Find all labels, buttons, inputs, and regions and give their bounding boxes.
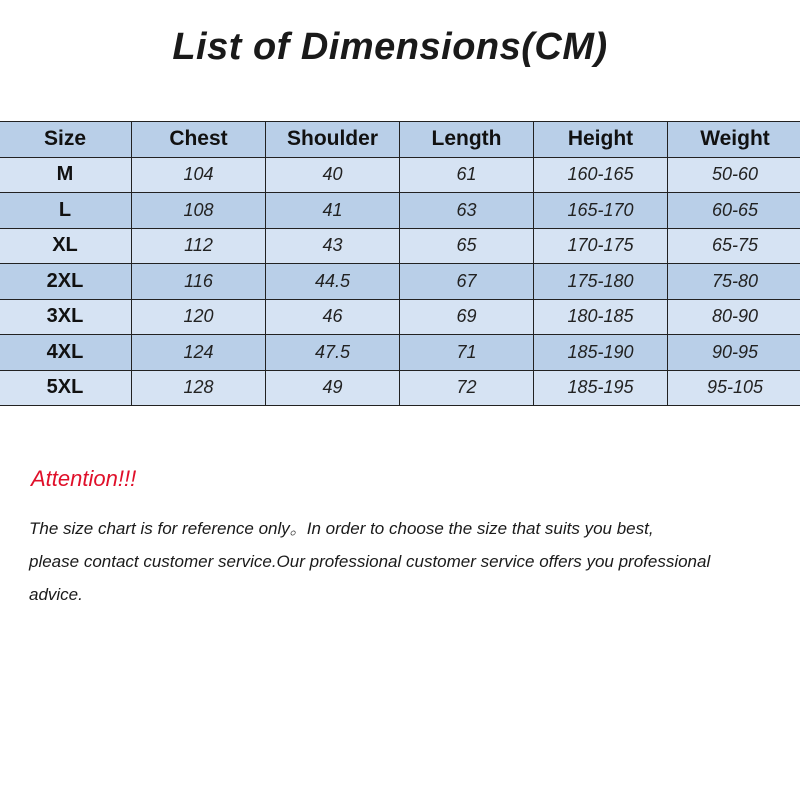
- cell-weight: 90-95: [668, 335, 800, 371]
- table-row: [0, 370, 800, 406]
- note-line-1: The size chart is for reference only。In order to choose the size that suits you best,: [29, 519, 654, 538]
- cell-chest: 120: [132, 299, 266, 335]
- cell-shoulder: 44.5: [266, 264, 400, 300]
- table-body: [0, 157, 800, 406]
- cell-size: 3XL: [0, 299, 132, 335]
- cell-chest: 124: [132, 335, 266, 371]
- cell-size: L: [0, 193, 132, 229]
- note-line-3: advice.: [29, 585, 83, 604]
- header-shoulder: Shoulder: [266, 122, 400, 158]
- cell-size: 5XL: [0, 370, 132, 406]
- cell-height: 175-180: [534, 264, 668, 300]
- table-row: [0, 335, 800, 371]
- cell-weight: 75-80: [668, 264, 800, 300]
- cell-chest: 116: [132, 264, 266, 300]
- cell-chest: 104: [132, 157, 266, 193]
- size-note: [29, 512, 774, 611]
- table-row: [0, 193, 800, 229]
- cell-weight: 95-105: [668, 370, 800, 406]
- table-row: [0, 299, 800, 335]
- cell-shoulder: 40: [266, 157, 400, 193]
- cell-height: 180-185: [534, 299, 668, 335]
- cell-weight: 65-75: [668, 228, 800, 264]
- cell-weight: 60-65: [668, 193, 800, 229]
- cell-shoulder: 49: [266, 370, 400, 406]
- cell-height: 185-190: [534, 335, 668, 371]
- page-title: List of Dimensions(CM): [172, 26, 608, 68]
- cell-shoulder: 41: [266, 193, 400, 229]
- cell-shoulder: 46: [266, 299, 400, 335]
- cell-weight: 80-90: [668, 299, 800, 335]
- header-length: Length: [400, 122, 534, 158]
- cell-length: 63: [400, 193, 534, 229]
- header-size: Size: [0, 122, 132, 158]
- table-header-row: [0, 122, 800, 158]
- cell-height: 185-195: [534, 370, 668, 406]
- cell-length: 72: [400, 370, 534, 406]
- cell-size: XL: [0, 228, 132, 264]
- size-chart-table: [0, 121, 800, 406]
- cell-length: 61: [400, 157, 534, 193]
- cell-chest: 112: [132, 228, 266, 264]
- cell-chest: 108: [132, 193, 266, 229]
- cell-size: 2XL: [0, 264, 132, 300]
- header-weight: Weight: [668, 122, 800, 158]
- cell-height: 160-165: [534, 157, 668, 193]
- header-height: Height: [534, 122, 668, 158]
- note-line-2: please contact customer service.Our professional customer service offers you professional: [29, 552, 711, 571]
- cell-length: 67: [400, 264, 534, 300]
- cell-height: 170-175: [534, 228, 668, 264]
- cell-size: M: [0, 157, 132, 193]
- header-chest: Chest: [132, 122, 266, 158]
- cell-height: 165-170: [534, 193, 668, 229]
- cell-weight: 50-60: [668, 157, 800, 193]
- cell-length: 71: [400, 335, 534, 371]
- attention-heading: Attention!!!: [31, 466, 137, 491]
- cell-length: 65: [400, 228, 534, 264]
- cell-size: 4XL: [0, 335, 132, 371]
- cell-shoulder: 43: [266, 228, 400, 264]
- table-row: [0, 264, 800, 300]
- cell-length: 69: [400, 299, 534, 335]
- table-row: [0, 228, 800, 264]
- cell-chest: 128: [132, 370, 266, 406]
- cell-shoulder: 47.5: [266, 335, 400, 371]
- table-row: [0, 157, 800, 193]
